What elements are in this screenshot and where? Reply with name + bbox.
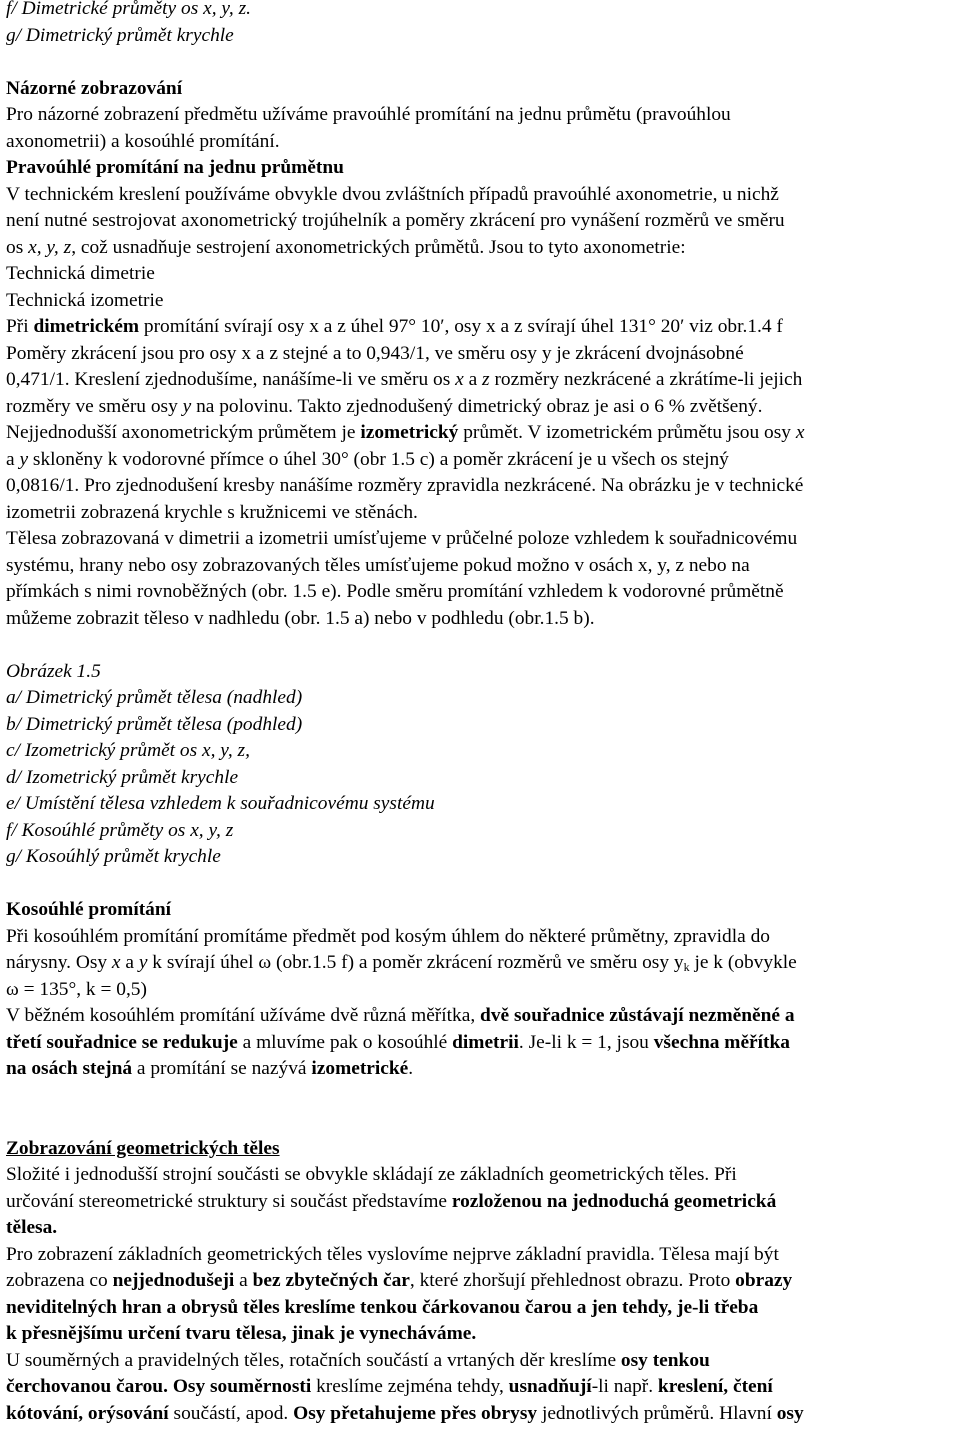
paragraph-line: zobrazena co nejjednodušeji a bez zbytečných čar, které zhoršují přehlednost obrazu. Proto obrazy — [6, 1270, 793, 1291]
figure-caption-item: e/ Umístění tělesa vzhledem k souřadnicovému systému — [6, 793, 435, 814]
paragraph-line: Při dimetrickém promítání svírají osy x a z úhel 97° 10′, osy x a z svírají úhel 131° 20′ viz obr.1.4 f — [6, 316, 783, 337]
section-heading: Zobrazování geometrických těles — [6, 1137, 280, 1159]
figure-caption-item: d/ Izometrický průmět krychle — [6, 766, 239, 788]
paragraph-line: 0,0816/1. Pro zjednodušení kresby nanášíme rozměry zpravidla nezkrácené. Na obrázku je v technické — [6, 475, 804, 496]
paragraph-line: na osách stejná a promítání se nazývá izometrické. — [6, 1058, 414, 1079]
paragraph-line: U souměrných a pravidelných těles, rotačních součástí a vrtaných děr kreslíme osy tenkou — [6, 1349, 710, 1371]
paragraph-line: neviditelných hran a obrysů těles kreslíme tenkou čárkovanou čarou a jen tehdy, je-li třeba — [6, 1296, 759, 1318]
section-heading: Názorné zobrazování — [6, 77, 183, 99]
paragraph-line: V technickém kreslení používáme obvykle dvou zvláštních případů pravoúhlé axonometrie, u nichž — [6, 183, 779, 205]
paragraph-line: Pro zobrazení základních geometrických těles vyslovíme nejprve základní pravidla. Tělesa mají být — [6, 1243, 779, 1265]
list-item: Technická izometrie — [6, 289, 164, 311]
paragraph-line: 0,471/1. Kreslení zjednodušíme, nanášíme-li ve směru os x a z rozměry nezkrácené a zkrátíme-li jejich — [6, 369, 803, 390]
paragraph-line: k přesnějšímu určení tvaru tělesa, jinak je vynecháváme. — [6, 1323, 477, 1344]
figure-caption-item: c/ Izometrický průmět os x, y, z, — [6, 740, 250, 761]
paragraph-line: kótování, orýsování součástí, apod. Osy přetahujeme přes obrysy jednotlivých průměrů. Hlavní osy — [6, 1402, 804, 1424]
list-item: f/ Dimetrické průměty os x, y, z. — [6, 0, 252, 19]
paragraph-line: určování stereometrické struktury si součást představíme rozloženou na jednoduchá geometrická — [6, 1190, 777, 1212]
paragraph-line: systému, hrany nebo osy zobrazovaných těles umísťujeme pokud možno v osách x, y, z nebo na — [6, 554, 750, 576]
paragraph-line: izometrii zobrazená krychle s kružnicemi ve stěnách. — [6, 501, 418, 523]
paragraph-line: tělesa. — [6, 1217, 58, 1238]
paragraph-line: Nejjednodušší axonometrickým průmětem je izometrický průmět. V izometrickém průmětu jsou osy x — [6, 422, 805, 443]
figure-caption-item: b/ Dimetrický průmět tělesa (podhled) — [6, 713, 303, 735]
paragraph-line: přímkách s nimi rovnoběžných (obr. 1.5 e). Podle směru promítání vzhledem k vodorovné průmětně — [6, 581, 784, 602]
figure-caption-item: g/ Kosoúhlý průmět krychle — [6, 846, 221, 867]
list-item: Technická dimetrie — [6, 263, 155, 284]
paragraph-line: Tělesa zobrazovaná v dimetrii a izometrii umísťujeme v průčelné poloze vzhledem k souřadnicovému — [6, 528, 798, 549]
paragraph-line: axonometrii) a kosoúhlé promítání. — [6, 130, 280, 152]
paragraph-line: a y skloněny k vodorovné přímce o úhel 30° (obr 1.5 c) a poměr zkrácení je u všech os stejný — [6, 448, 729, 470]
figure-caption-item: f/ Kosoúhlé průměty os x, y, z — [6, 819, 234, 841]
section-heading: Pravoúhlé promítání na jednu průmětnu — [6, 157, 344, 178]
section-heading: Kosoúhlé promítání — [6, 899, 172, 920]
figure-caption-title: Obrázek 1.5 — [6, 660, 101, 682]
paragraph-line: Při kosoúhlém promítání promítáme předmět pod kosým úhlem do některé průmětny, zpravidla do — [6, 925, 770, 947]
paragraph-line: třetí souřadnice se redukuje a mluvíme pak o kosoúhlé dimetrii. Je-li k = 1, jsou všechna měřítka — [6, 1031, 790, 1053]
paragraph-line: rozměry ve směru osy y na polovinu. Takto zjednodušený dimetrický obraz je asi o 6 % zvětšený. — [6, 395, 763, 417]
paragraph-line: V běžném kosoúhlém promítání užíváme dvě různá měřítka, dvě souřadnice zůstávají nezměněné a — [6, 1005, 795, 1026]
figure-caption-item: a/ Dimetrický průmět tělesa (nadhled) — [6, 687, 303, 708]
paragraph-line: os x, y, z, což usnadňuje sestrojení axonometrických průmětů. Jsou to tyto axonometrie: — [6, 236, 686, 258]
paragraph-line: Složité i jednodušší strojní součásti se obvykle skládají ze základních geometrických těles. Při — [6, 1164, 737, 1185]
list-item: g/ Dimetrický průmět krychle — [6, 24, 234, 46]
paragraph-line: Poměry zkrácení jsou pro osy x a z stejné a to 0,943/1, ve směru osy y je zkrácení dvojnásobné — [6, 342, 744, 364]
paragraph-line: nárysny. Osy x a y k svírají úhel ω (obr.1.5 f) a poměr zkrácení rozměrů ve směru osy $y_k$ je k (obvykle — [6, 952, 797, 974]
paragraph-line: čerchovanou čarou. Osy souměrnosti kreslíme zejména tehdy, usnadňují-li např. kreslení, čtení — [6, 1376, 773, 1397]
paragraph-line: Pro názorné zobrazení předmětu užíváme pravoúhlé promítání na jednu průmětu (pravoúhlou — [6, 104, 731, 125]
paragraph-line: ω = 135°, k = 0,5) — [6, 978, 147, 1000]
paragraph-line: není nutné sestrojovat axonometrický trojúhelník a poměry zkrácení pro vynášení rozměrů ve směru — [6, 210, 785, 231]
document-page — [6, 0, 956, 1427]
paragraph-line: můžeme zobrazit těleso v nadhledu (obr. 1.5 a) nebo v podhledu (obr.1.5 b). — [6, 607, 595, 629]
